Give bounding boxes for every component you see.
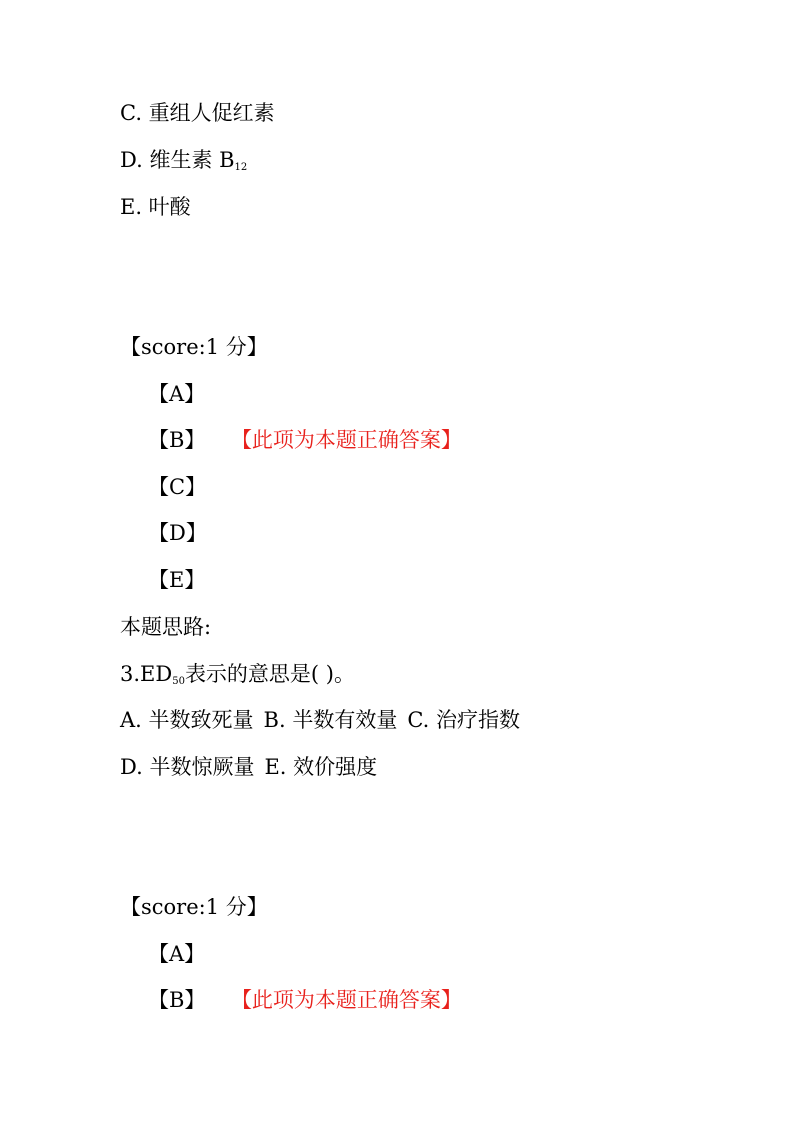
choice-c: 【C】 [148,475,207,499]
rationale-label: 本题思路: [120,615,212,639]
option-d [120,148,247,180]
option-d-text: D. 维生素 B [120,148,235,172]
question-stem [120,662,355,694]
choice-a: 【A】 [148,382,206,406]
choice-b [148,428,462,452]
choice-b-label: 【B】 [148,428,206,452]
choice-d: 【D】 [148,521,207,545]
option-c: C. 重组人促红素 [120,101,275,125]
correct-answer-marker: 【此项为本题正确答案】 [241,988,462,1012]
choice-b [148,988,462,1012]
option-e: E. 效价强度 [264,755,378,779]
option-d: D. 半数惊厥量 [120,755,255,779]
score-label: 【score:1 分】 [120,335,268,359]
choice-b-label: 【B】 [148,988,206,1012]
options-row-2 [120,755,377,779]
question-stem-subscript: 50 [172,676,185,687]
option-a: A. 半数致死量 [120,708,254,732]
choice-e: 【E】 [148,568,206,592]
options-row-1 [120,708,520,732]
option-b: B. 半数有效量 [263,708,398,732]
option-d-subscript: 12 [234,162,248,173]
question-stem-prefix: 3.ED [120,662,173,686]
choice-a: 【A】 [148,942,206,966]
question-stem-suffix: 表示的意思是( )。 [184,662,355,686]
correct-answer-marker: 【此项为本题正确答案】 [241,428,462,452]
option-e: E. 叶酸 [120,195,191,219]
option-c: C. 治疗指数 [407,708,520,732]
score-label: 【score:1 分】 [120,895,268,919]
